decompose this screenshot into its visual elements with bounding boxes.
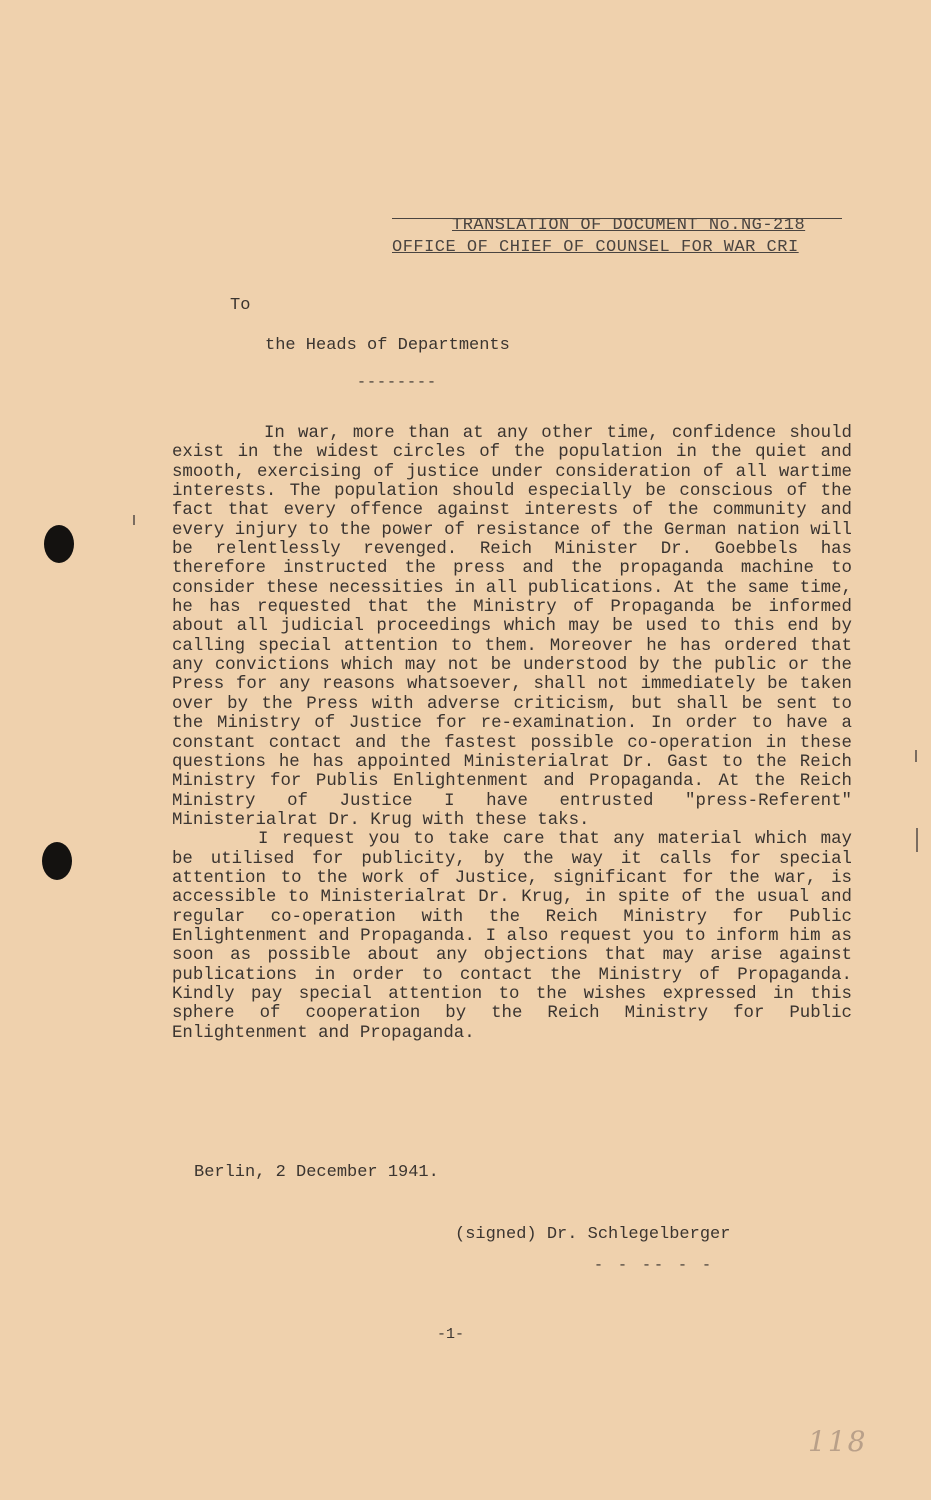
- signature: (signed) Dr. Schlegelberger: [455, 1225, 731, 1244]
- page-number: -1-: [437, 1326, 465, 1343]
- body-paragraph-1: In war, more than at any other time, confidence should exist in the widest circles of the population in the quiet and smooth, exercising of justice under consideration of all wartime interests. The population should especially be conscious of the fact that every offence against interests of the community and every injury to the power of resistance of the German nation will be relentlessly revenged. Reich Minister Dr. Goebbels has therefore instructed the press and the propaganda machine to consider these necessities in all publications. At the same time, he has requested that the Ministry of Propaganda be informed about all judicial proceedings which may be used to this end by calling special attention to them. Moreover he has ordered that any convictions which may not be understood by the public or the Press for any reasons whatsoever, shall not immediately be taken over by the Press with adverse criticism, but shall be sent to the Ministry of Justice for re-examination. In order to have a constant contact and the fastest possible co-operation in these questions he has appointed Ministerialrat Dr. Gast to the Reich Ministry for Publis Enlightenment and Propaganda. At the Reich Ministry of Justice I have entrusted "press-Referent" Ministerialrat Dr. Krug with these taks.: [172, 424, 852, 830]
- stray-mark: [915, 750, 917, 762]
- header-office-line: OFFICE OF CHIEF OF COUNSEL FOR WAR CRI: [392, 238, 799, 257]
- stray-mark: [916, 828, 918, 852]
- divider-line: --------: [357, 374, 438, 391]
- signature-rule: - - -- - -: [594, 1257, 715, 1274]
- letter-body: [172, 424, 852, 1043]
- stray-mark: [133, 515, 135, 525]
- document-header: [392, 218, 847, 259]
- header-translation-line: TRANSLATION OF DOCUMENT No.NG-218: [452, 216, 806, 235]
- addressee: the Heads of Departments: [265, 336, 510, 355]
- body-paragraph-2: I request you to take care that any material which may be utilised for publicity, by the way it calls for special attention to the work of Justice, significant for the war, is accessible to Ministerialrat Dr. Krug, in spite of the usual and regular co-operation with the Reich Ministry for Public Enlightenment and Propaganda. I also request you to inform him as soon as possible about any objections that may arise against publications in order to contact the Ministry of Propaganda. Kindly pay special attention to the wishes expressed in this sphere of cooperation by the Reich Ministry for Public Enlightenment and Propaganda.: [172, 830, 852, 1043]
- punch-hole-bottom: [42, 842, 72, 880]
- archive-number: 118: [808, 1425, 868, 1458]
- date-line: Berlin, 2 December 1941.: [194, 1163, 439, 1182]
- salutation: To: [230, 296, 251, 315]
- punch-hole-top: [44, 525, 74, 563]
